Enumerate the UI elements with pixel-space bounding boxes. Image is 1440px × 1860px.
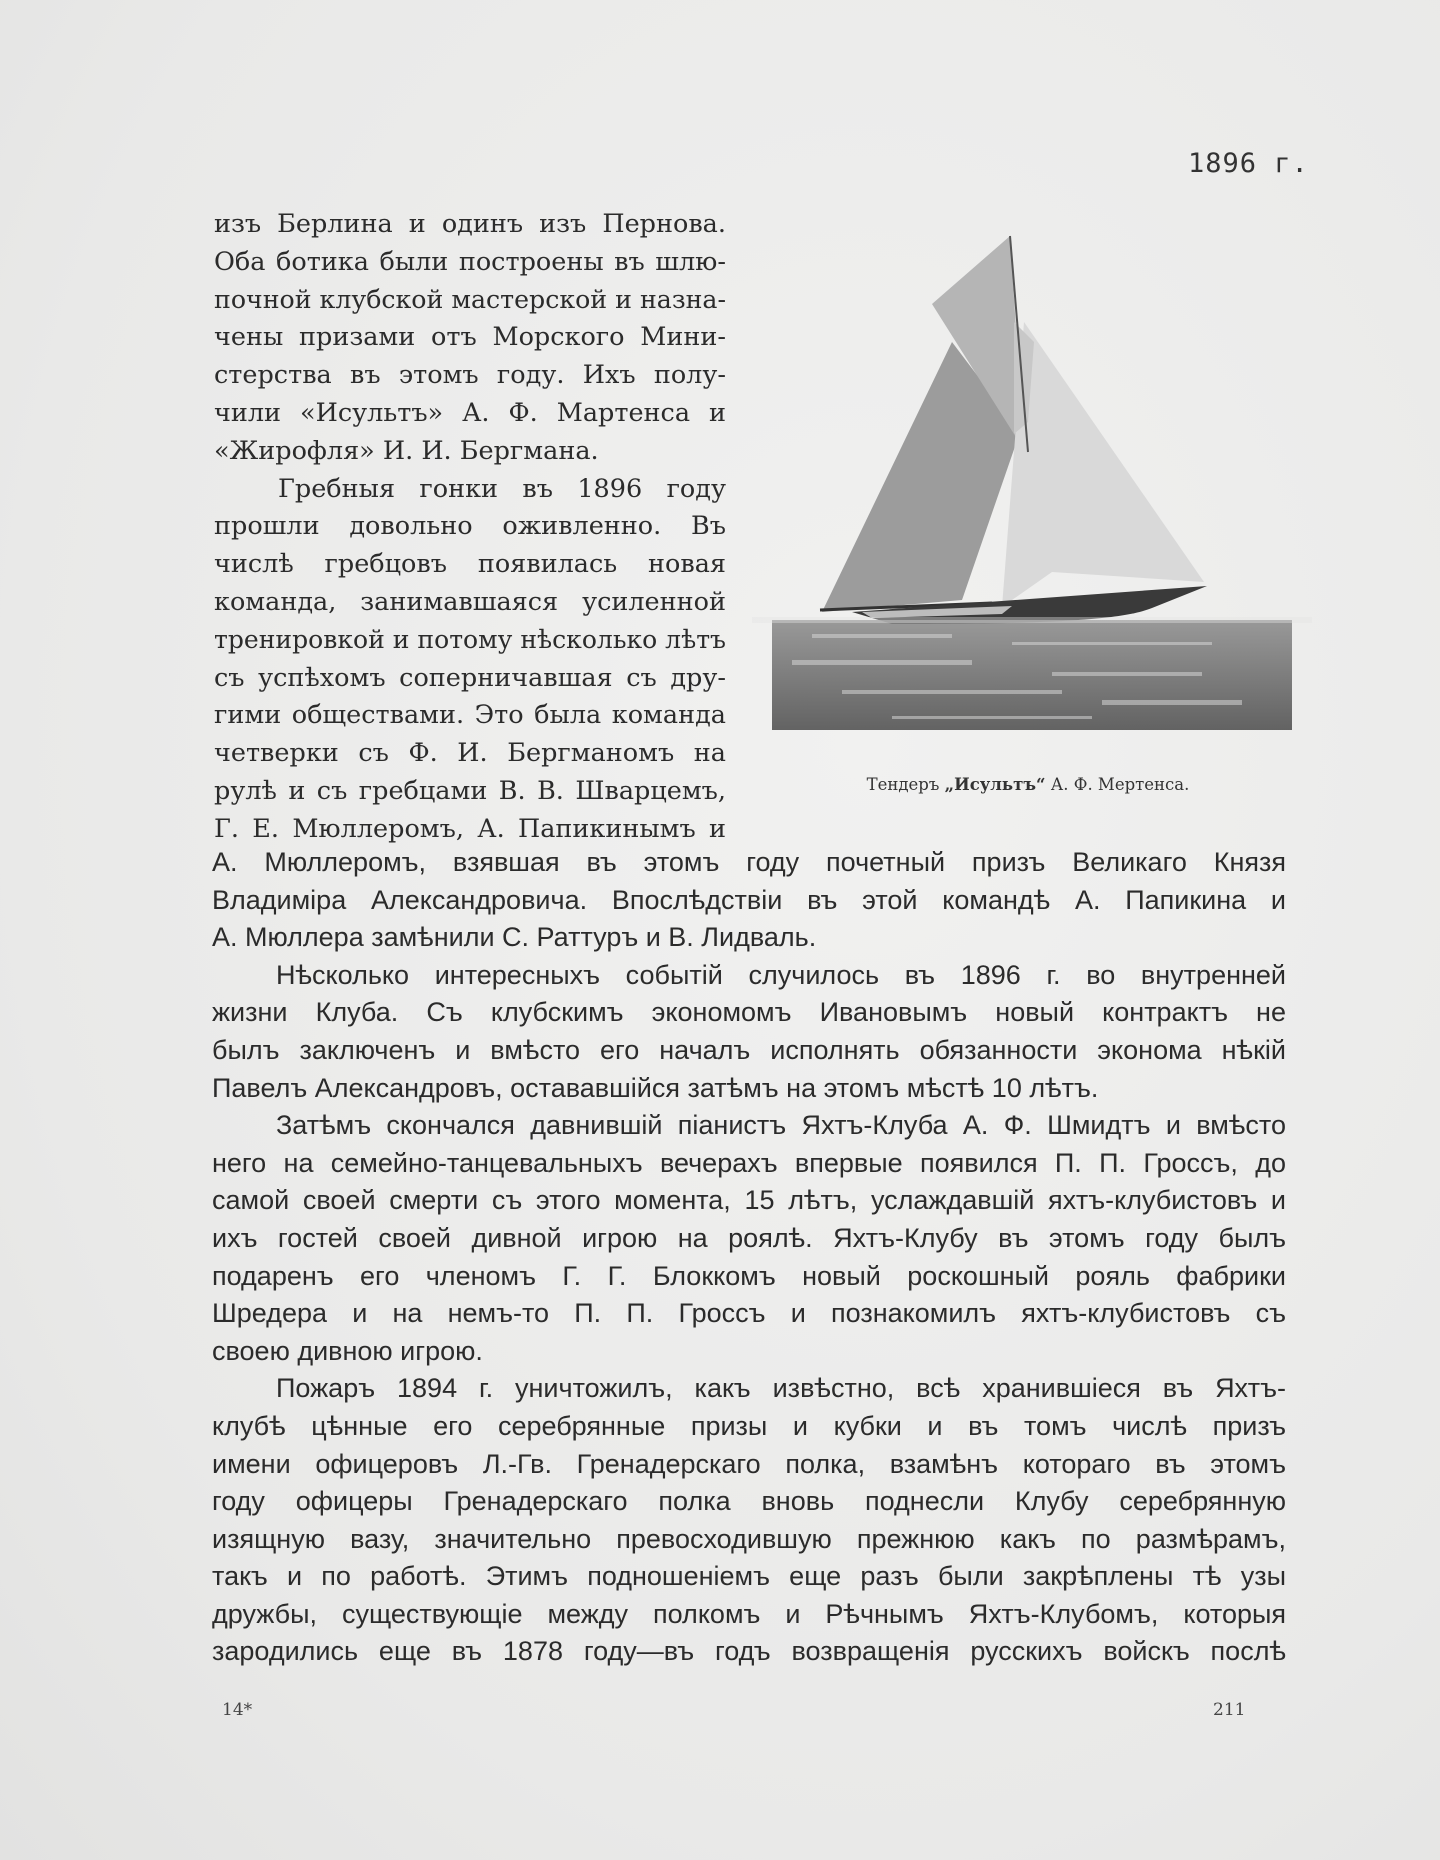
text-line: имени офицеровъ Л.-Гв. Гренадерскаго полка, взамѣнъ котораго въ этомъ: [212, 1448, 1286, 1479]
text-line: Затѣмъ скончался давнившій піанистъ Яхтъ-Клуба А. Ф. Шмидтъ и вмѣсто: [276, 1110, 1286, 1141]
text-line: него на семейно-танцевальныхъ вечерахъ впервые появился П. П. Гроссъ, до: [212, 1147, 1286, 1178]
text-line: тренировкой и потому нѣсколько лѣтъ: [214, 624, 726, 655]
text-line: году офицеры Гренадерскаго полка вновь поднесли Клубу серебрянную: [212, 1486, 1286, 1517]
text-line: изъ Берлина и одинъ изъ Пернова.: [214, 209, 726, 239]
signature-mark: 14*: [222, 1700, 253, 1720]
text-line: былъ заключенъ и вмѣсто его началъ исполнять обязанности эконома нѣкій: [212, 1034, 1286, 1065]
text-line: числѣ гребцовъ появилась новая: [214, 549, 726, 580]
caption-prefix: Тендеръ: [866, 775, 945, 794]
text-line: стерства въ этомъ году. Ихъ полу-: [214, 360, 726, 391]
caption-yacht-name: „Исультъ“: [944, 775, 1046, 794]
text-line: дружбы, существующіе между полкомъ и Рѣчнымъ Яхтъ-Клубомъ, которыя: [212, 1598, 1286, 1629]
text-line: гими обществами. Это была команда: [214, 700, 726, 731]
text-line: такъ и по работѣ. Этимъ подношеніемъ еще разъ были закрѣплены тѣ узы: [212, 1561, 1286, 1592]
text-line: съ успѣхомъ соперничавшая съ дру-: [214, 662, 726, 693]
text-line: зародились еще въ 1878 году—въ годъ возвращенія русскихъ войскъ послѣ: [212, 1636, 1286, 1667]
text-line: рулѣ и съ гребцами В. В. Шварцемъ,: [214, 775, 726, 806]
text-line: Оба ботика были построены въ шлю-: [214, 246, 726, 277]
sailboat-illustration: [752, 222, 1312, 734]
full-width-text: [212, 844, 1286, 1671]
text-line: Нѣсколько интересныхъ событій случилось въ 1896 г. во внутренней: [276, 959, 1286, 990]
text-line: Гребныя гонки въ 1896 году: [278, 473, 726, 504]
text-line: Шредера и на немъ-то П. П. Гроссъ и познакомилъ яхтъ-клубистовъ съ: [212, 1298, 1286, 1329]
text-line: «Жирофля» И. И. Бергмана.: [214, 435, 599, 466]
text-line: своею дивною игрою.: [212, 1335, 483, 1366]
text-line: команда, занимавшаяся усиленной: [214, 586, 726, 617]
text-line: подаренъ его членомъ Г. Г. Блоккомъ новый роскошный рояль фабрики: [212, 1260, 1286, 1291]
text-line: жизни Клуба. Съ клубскимъ экономомъ Ивановымъ новый контрактъ не: [212, 997, 1286, 1028]
text-line: клубѣ цѣнные его серебрянные призы и кубки и въ томъ числѣ призъ: [212, 1410, 1286, 1441]
text-line: четверки съ Ф. И. Бергманомъ на: [214, 738, 726, 769]
page-number: 211: [1213, 1700, 1246, 1720]
text-line: Павелъ Александровъ, остававшійся затѣмъ на этомъ мѣстѣ 10 лѣтъ.: [212, 1072, 1099, 1103]
figure-caption: [838, 775, 1218, 794]
caption-suffix: А. Ф. Мертенса.: [1045, 775, 1190, 794]
text-line: изящную вазу, значительно превосходившую прежнюю какъ по размѣрамъ,: [212, 1523, 1286, 1554]
text-line: самой своей смерти съ этого момента, 15 лѣтъ, услаждавшій яхтъ-клубистовъ и: [212, 1185, 1286, 1216]
text-line: А. Мюллера замѣнили С. Раттуръ и В. Лидваль.: [212, 922, 817, 953]
text-line: ихъ гостей своей дивной игрою на роялѣ. Яхтъ-Клубу въ этомъ году былъ: [212, 1222, 1286, 1253]
text-line: Владиміра Александровича. Впослѣдствіи въ этой командѣ А. Папикина и: [212, 884, 1286, 915]
text-line: прошли довольно оживленно. Въ: [214, 511, 726, 542]
left-text-column: [214, 206, 726, 849]
text-line: чили «Исультъ» А. Ф. Мартенса и: [214, 397, 726, 428]
running-head-year: 1896 г.: [1188, 148, 1309, 179]
text-line: А. Мюллеромъ, взявшая въ этомъ году почетный призъ Великаго Князя: [212, 847, 1286, 877]
text-line: Пожаръ 1894 г. уничтожилъ, какъ извѣстно, всѣ хранившіеся въ Яхтъ-: [276, 1373, 1286, 1404]
text-line: чены призами отъ Морского Мини-: [214, 322, 726, 353]
text-line: Г. Е. Мюллеромъ, А. Папикинымъ и: [214, 813, 726, 844]
text-line: почной клубской мастерской и назна-: [214, 284, 726, 315]
yacht-photograph: [752, 222, 1312, 734]
